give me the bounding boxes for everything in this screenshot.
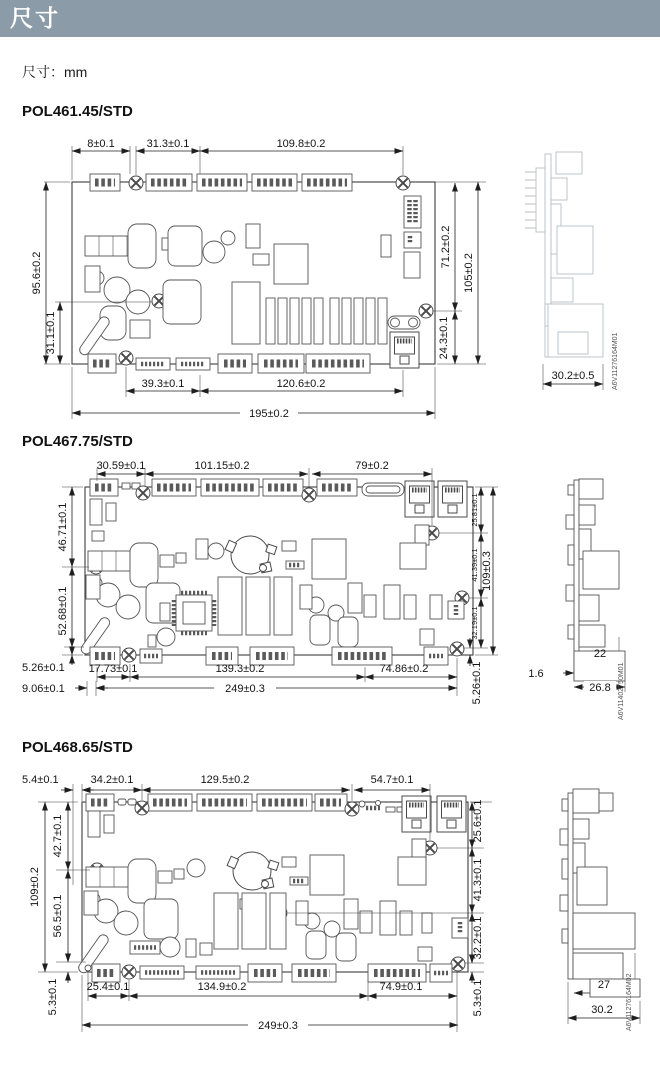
- dim-label: 56.5±0.1: [52, 894, 64, 938]
- dim-label: 25.4±0.1: [86, 981, 130, 993]
- dim-label: 52.68±0.1: [57, 586, 69, 636]
- dim-label: 5.3±0.1: [47, 978, 59, 1016]
- dim-label: 30.2: [591, 1004, 613, 1016]
- drawing-pol467: [0, 455, 660, 735]
- header-bar: [0, 0, 660, 37]
- ethernet-port: [402, 796, 431, 832]
- ethernet-port: [438, 481, 467, 517]
- mount-screw: [136, 486, 150, 500]
- dim-label: 54.7±0.1: [370, 774, 414, 786]
- dim-label: 41.39±0.1: [470, 548, 479, 582]
- dim-label: 79±0.2: [355, 460, 389, 472]
- board-top-view: [77, 794, 468, 982]
- mount-screw: [451, 957, 465, 971]
- components-cluster: [79, 499, 464, 656]
- dim-label: 5.3±0.1: [472, 979, 484, 1017]
- unit-label: 尺寸：mm: [22, 64, 88, 80]
- dim-label: 105±0.2: [463, 253, 475, 293]
- board-top-view: [72, 174, 435, 373]
- dim-label: 74.86±0.2: [379, 663, 429, 675]
- part-code: A6V11402750M01: [618, 662, 625, 720]
- mount-screw: [122, 648, 136, 662]
- mount-hole: [85, 965, 91, 971]
- dim-label: 134.9±0.2: [197, 981, 247, 993]
- dimension-lines: [45, 790, 640, 1025]
- dim-label: 74.9±0.1: [379, 981, 423, 993]
- mount-screw: [396, 176, 410, 190]
- mount-screw: [122, 965, 136, 979]
- dim-label: 30.2±0.5: [551, 370, 595, 382]
- dim-label: 32.2±0.1: [472, 916, 484, 960]
- mount-screw: [135, 801, 149, 815]
- mount-screw: [302, 488, 316, 502]
- dim-label: 39.3±0.1: [141, 378, 185, 390]
- board-title-pol468: POL468.65/STD: [22, 739, 133, 756]
- drawing-pol468: [0, 763, 660, 1073]
- dim-label: 9.06±0.1: [22, 683, 65, 695]
- mount-screw: [129, 176, 143, 190]
- dim-label: 1.6: [528, 668, 544, 680]
- dim-label: 27: [597, 979, 611, 991]
- board-title-pol467: POL467.75/STD: [22, 433, 133, 450]
- side-view: [560, 789, 640, 997]
- dim-label: 95.6±0.2: [31, 251, 43, 295]
- drawing-pol461: [0, 132, 660, 424]
- dim-label: 41.3±0.1: [472, 858, 484, 902]
- dim-label: 31.1±0.1: [45, 311, 57, 355]
- bottom-terminal-blocks: [92, 964, 452, 982]
- part-code: A6V11276164M01: [612, 332, 619, 390]
- mount-screw: [345, 802, 359, 816]
- dim-label: 5.4±0.1: [22, 774, 59, 786]
- dim-label: 5.26±0.1: [22, 662, 65, 674]
- ethernet-port: [437, 796, 466, 832]
- dim-label: 25.81±0.1: [470, 493, 479, 527]
- components-cluster: [78, 196, 421, 357]
- side-view: [525, 152, 603, 357]
- mount-screw: [119, 351, 133, 365]
- dim-label: 139.3±0.2: [215, 663, 265, 675]
- dim-label: 195±0.2: [249, 408, 289, 420]
- dim-label: 109±0.2: [29, 867, 41, 907]
- dim-label: 129.5±0.2: [200, 774, 250, 786]
- board-title-pol461: POL461.45/STD: [22, 103, 133, 120]
- ethernet-port: [405, 481, 434, 517]
- dim-label: 71.2±0.2: [440, 225, 452, 269]
- components-cluster: [77, 811, 468, 975]
- dim-label: 109±0.3: [481, 551, 493, 591]
- page-title: 尺寸: [10, 5, 60, 31]
- part-code: A6V11276164M02: [626, 973, 633, 1031]
- battery-holder: [225, 536, 277, 574]
- mount-screw: [419, 304, 433, 318]
- board-top-view: [79, 479, 473, 665]
- mount-screw: [450, 642, 464, 656]
- dim-label: 120.6±0.2: [276, 378, 326, 390]
- dim-label: 109.8±0.2: [276, 138, 326, 150]
- dim-label: 8±0.1: [87, 138, 115, 150]
- extension-lines: [38, 784, 640, 1032]
- dim-label: 31.3±0.1: [146, 138, 190, 150]
- dim-label: 42.7±0.1: [52, 814, 64, 858]
- dim-label: 30.59±0.1: [96, 460, 146, 472]
- dim-label: 17.73±0.1: [88, 663, 138, 675]
- dim-label: 101.15±0.2: [194, 460, 250, 472]
- dim-label: 25.6±0.1: [472, 799, 484, 843]
- battery-holder: [227, 852, 279, 890]
- dim-label: 249±0.3: [225, 683, 265, 695]
- ethernet-port: [390, 332, 419, 368]
- dim-label: 34.2±0.1: [90, 774, 134, 786]
- dim-label: 5.26±0.1: [471, 661, 483, 705]
- dim-label: 22: [593, 648, 607, 660]
- dim-label: 32.19±0.1: [470, 606, 479, 640]
- dim-label: 26.8: [589, 682, 611, 694]
- dim-label: 249±0.3: [258, 1020, 298, 1032]
- dim-label: 24.3±0.1: [438, 316, 450, 360]
- dim-label: 46.71±0.1: [57, 502, 69, 552]
